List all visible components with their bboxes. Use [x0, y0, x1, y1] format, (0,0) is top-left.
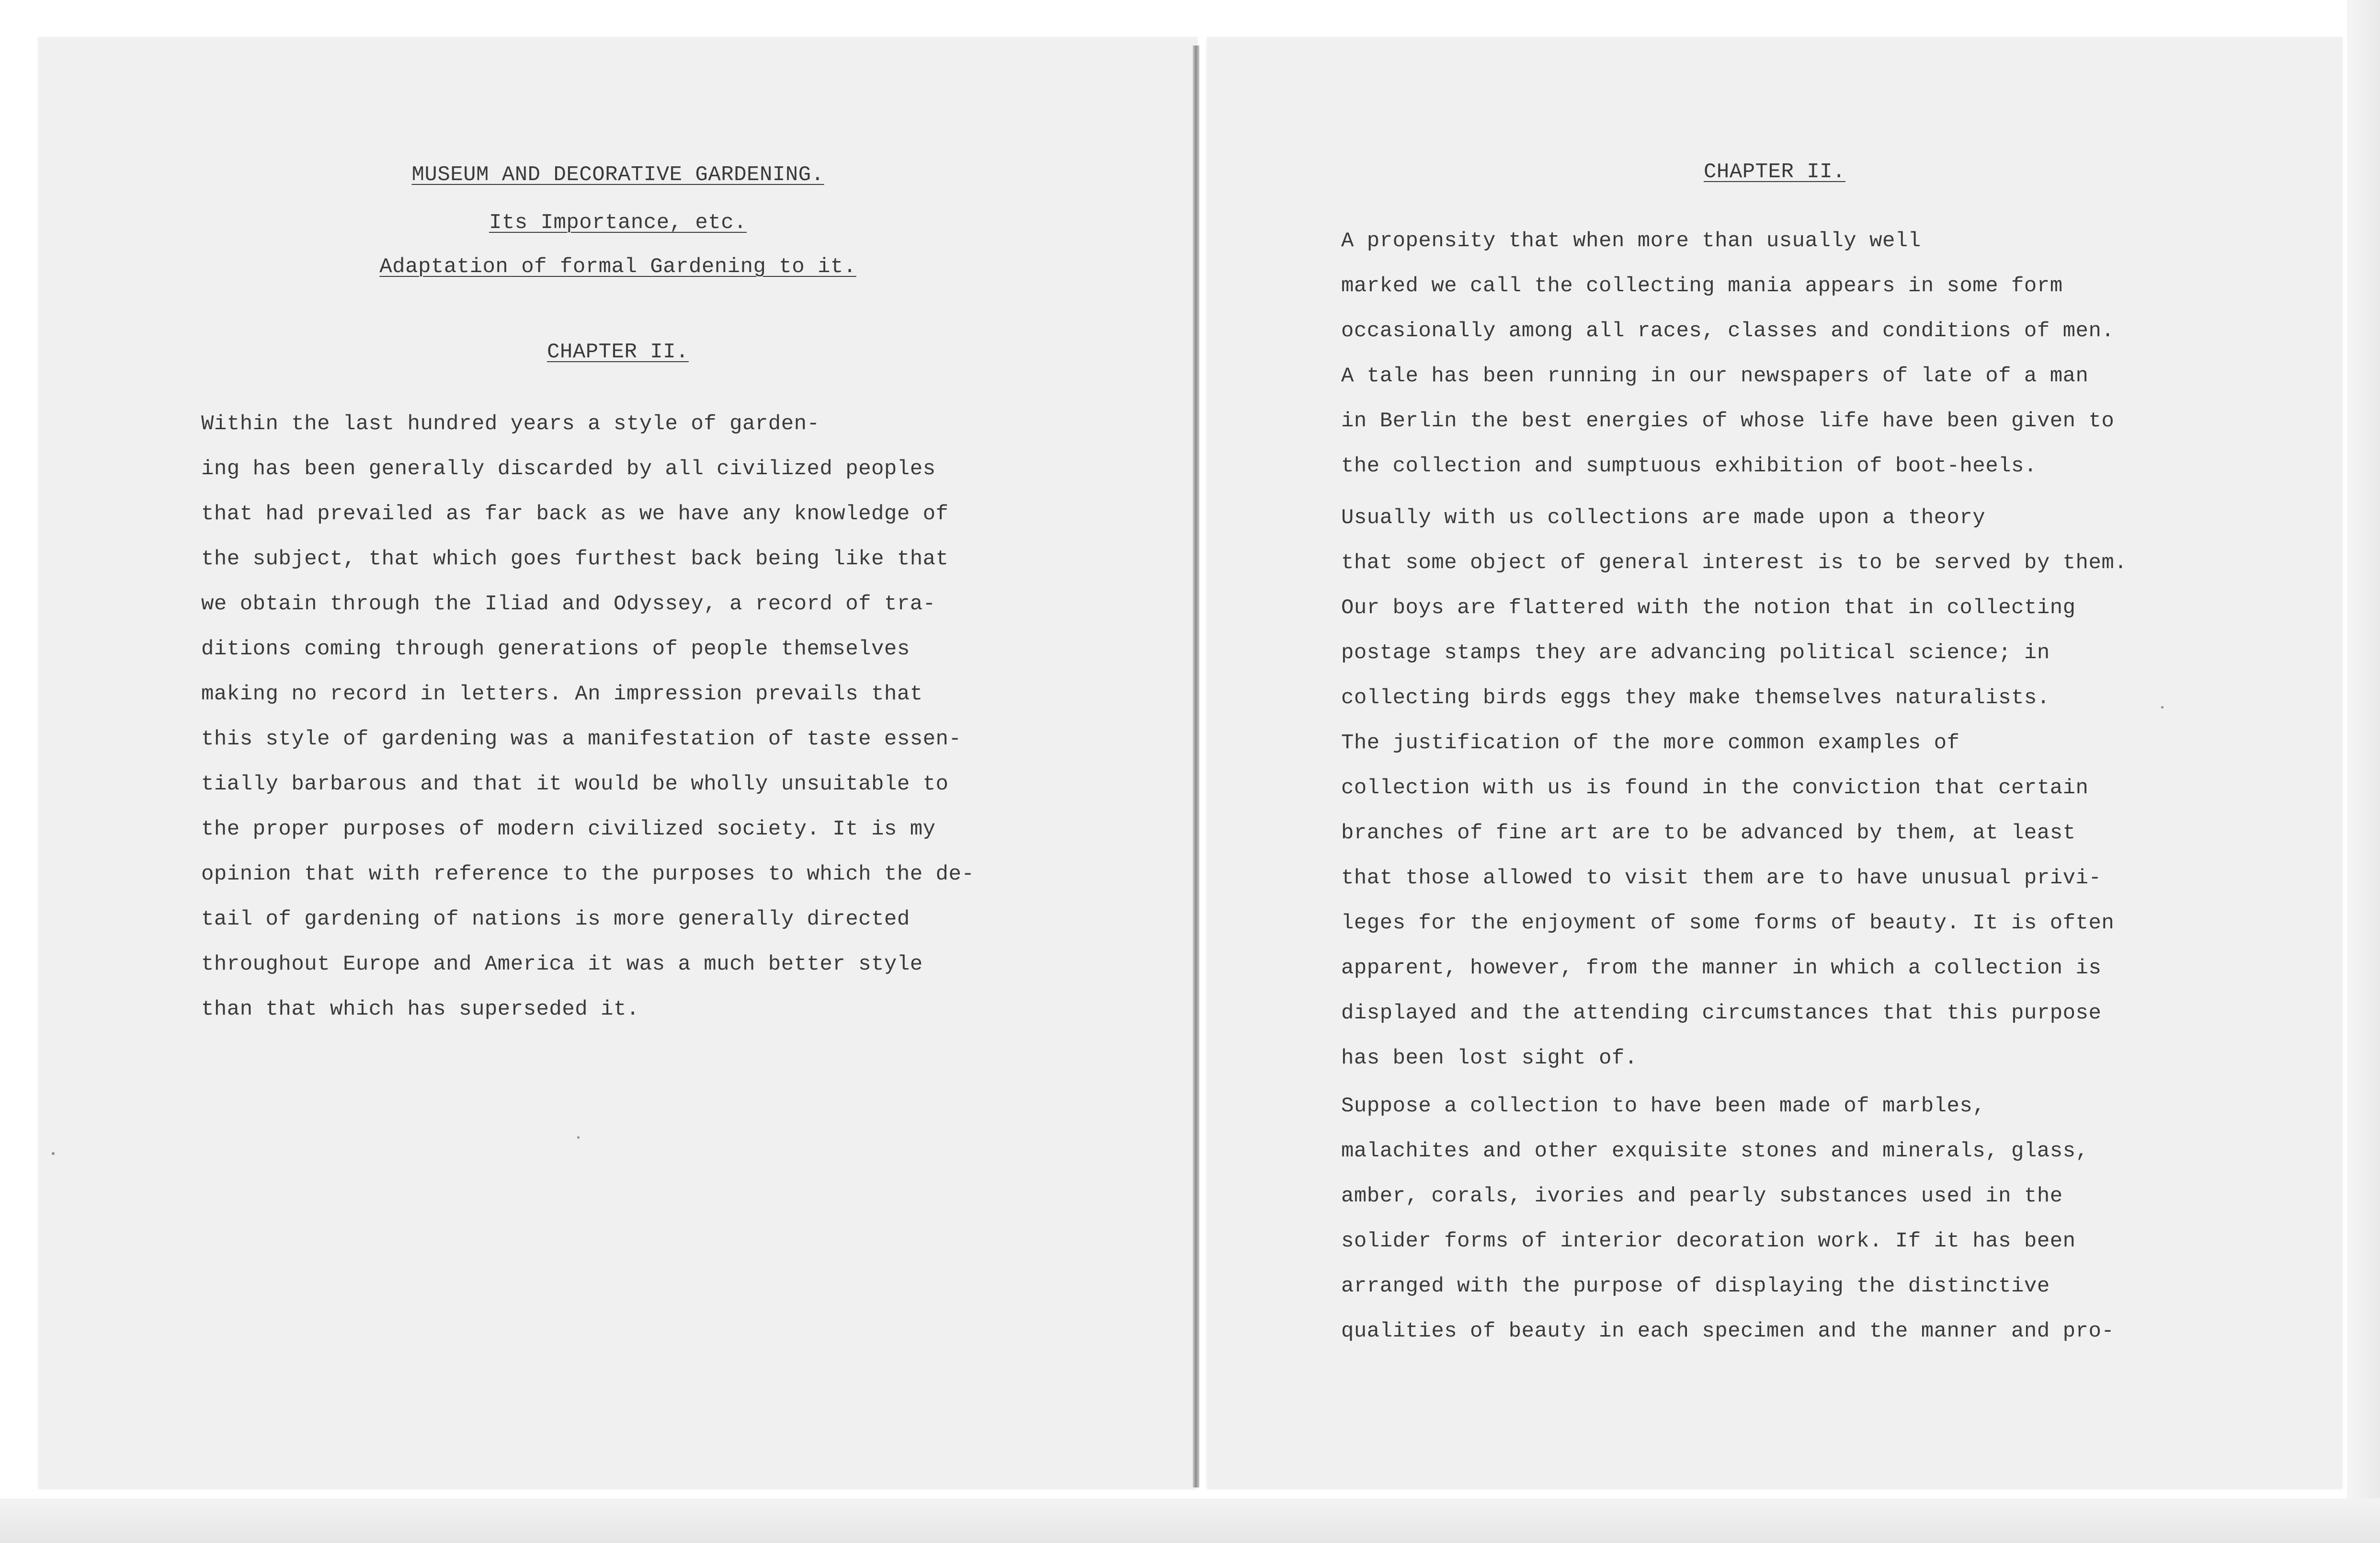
scan-speck [2161, 706, 2164, 709]
right-paragraph-2: Usually with us collections are made upon a theory that some object of general interest is to be served by them. Our boys are flattered with the notion that in collecting postage stamps they are advancing political science; in collecting birds eggs they make themselves naturalists. [1341, 506, 2128, 710]
left-paragraph-1: Within the last hundred years a style of garden- ing has been generally discarded by all civilized peoples that had prevailed as far back as we have any knowledge of the subject, that which goes furthest back being like that we obtain through the Iliad and Odyssey, a record of tra- ditions coming through generations of people themselves making no record in letters. An impression prevails that this style of gardening was a manifestation of taste essen- tially barbarous and that it would be wholly unsuitable to the proper purposes of modern civilized society. It is my opinion that with reference to the purposes to which the de- tail of gardening of nations is more generally directed throughout Europe and America it was a much better style than that which has superseded it. [201, 412, 975, 1021]
left-title-line-2: Its Importance, etc. [489, 211, 747, 235]
right-paragraph-3: The justification of the more common examples of collection with us is found in the conviction that certain branches of fine art are to be advanced by them, at least that those allowed to visit them are to have unusual privi- leges for the enjoyment of some forms of beauty. It is often apparent, however, from the manner in which a collection is displayed and the attending circumstances that this purpose has been lost sight of. [1341, 731, 2115, 1070]
left-title-line-1: MUSEUM AND DECORATIVE GARDENING. [411, 163, 824, 187]
scan-edge [2347, 0, 2380, 1543]
scan-bottom-band [0, 1498, 2380, 1543]
left-chapter-heading: CHAPTER II. [547, 340, 689, 364]
page-gutter [1193, 46, 1199, 1487]
right-chapter-heading: CHAPTER II. [1704, 160, 1845, 184]
right-paragraph-4: Suppose a collection to have been made of marbles, malachites and other exquisite stones and minerals, glass, amber, corals, ivories and pearly substances used in the solider forms of interior decoration work. If it has been arranged with the purpose of displaying the distinctive qualities of beauty in each specimen and the manner and pro- [1341, 1094, 2115, 1343]
scan-speck [577, 1136, 580, 1139]
scan-speck [52, 1152, 55, 1155]
right-paragraph-1: A propensity that when more than usually well marked we call the collecting mania appears in some form occasionally among all races, classes and conditions of men. A tale has been running in our newspapers of late of a man in Berlin the best energies of whose life have been given to the collection and sumptuous exhibition of boot-heels. [1341, 229, 2115, 478]
left-title-line-3: Adaptation of formal Gardening to it. [379, 255, 856, 279]
